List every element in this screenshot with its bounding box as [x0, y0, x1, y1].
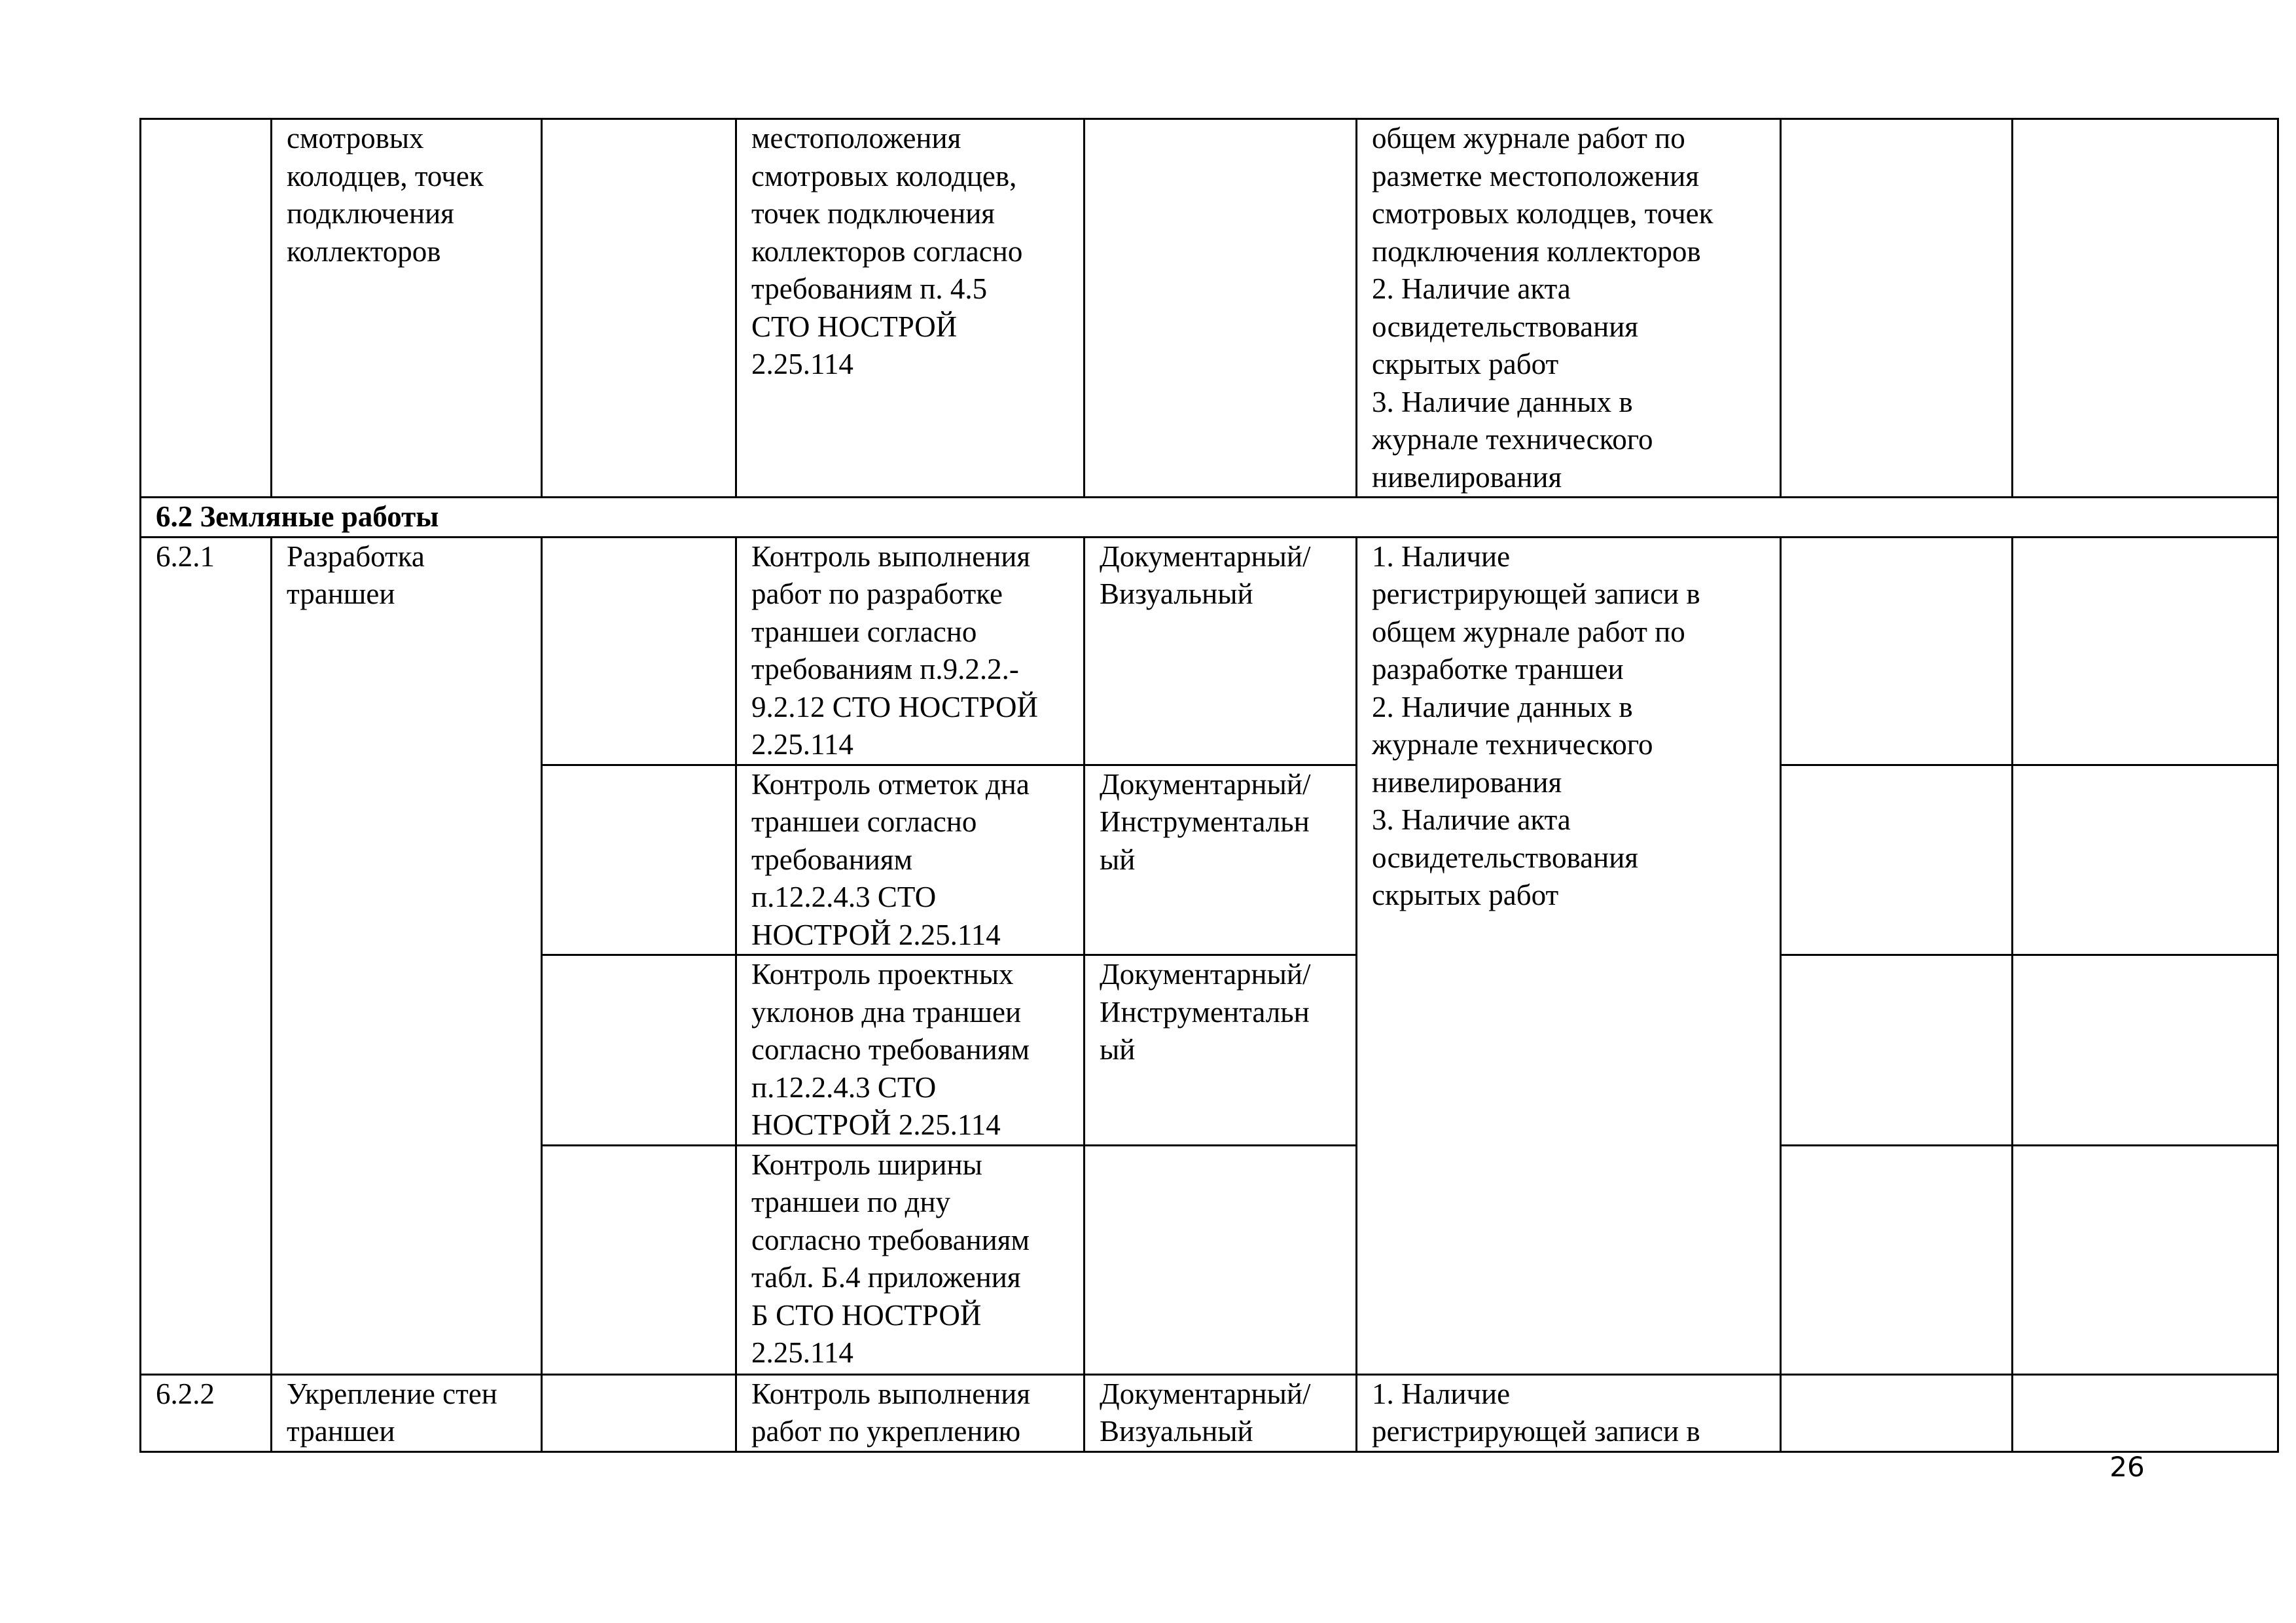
- cell-method: [1085, 1145, 1357, 1374]
- cell-blank: [1781, 119, 2013, 498]
- cell-control: Контроль ширины траншеи по дну согласно требованиям табл. Б.4 приложения Б СТО НОСТРОЙ 2.25.114: [736, 1145, 1085, 1374]
- page-number: 26: [2109, 1451, 2145, 1483]
- cell-method: [1085, 119, 1357, 498]
- cell-method: Документарный/ Инструментальн ый: [1085, 765, 1357, 955]
- section-row: [141, 498, 2278, 538]
- table-row: [141, 537, 2278, 765]
- cell-number: 6.2.1: [141, 537, 272, 1374]
- cell-blank: [2013, 955, 2278, 1146]
- cell-evidence: 1. Наличие регистрирующей записи в общем журнале работ по разработке траншеи 2. Наличие данных в журнале технического нивелирования 3. Наличие акта освидетельствования скрытых работ: [1357, 537, 1781, 1374]
- cell-blank: [542, 765, 736, 955]
- cell-evidence: общем журнале работ по разметке местоположения смотровых колодцев, точек подключения коллекторов 2. Наличие акта освидетельствования скрытых работ 3. Наличие данных в журнале технического нивелирования: [1357, 119, 1781, 498]
- section-title: 6.2 Земляные работы: [141, 498, 2278, 538]
- cell-blank: [1781, 1145, 2013, 1374]
- cell-number: 6.2.2: [141, 1374, 272, 1451]
- cell-control: Контроль проектных уклонов дна траншеи согласно требованиям п.12.2.4.3 СТО НОСТРОЙ 2.25.114: [736, 955, 1085, 1146]
- cell-blank: [2013, 537, 2278, 765]
- cell-blank: [1781, 1374, 2013, 1451]
- cell-blank: [2013, 1145, 2278, 1374]
- cell-blank: [542, 955, 736, 1146]
- cell-control: местоположения смотровых колодцев, точек подключения коллекторов согласно требованиям п. 4.5 СТО НОСТРОЙ 2.25.114: [736, 119, 1085, 498]
- cell-blank: [2013, 119, 2278, 498]
- cell-method: Документарный/ Визуальный: [1085, 1374, 1357, 1451]
- cell-blank: [542, 119, 736, 498]
- inspection-table: [139, 118, 2279, 1453]
- cell-blank: [1781, 955, 2013, 1146]
- cell-evidence: 1. Наличие регистрирующей записи в: [1357, 1374, 1781, 1451]
- cell-blank: [1781, 765, 2013, 955]
- cell-work-name: смотровых колодцев, точек подключения коллекторов: [272, 119, 542, 498]
- cell-method: Документарный/ Визуальный: [1085, 537, 1357, 765]
- cell-blank: [1781, 537, 2013, 765]
- cell-control: Контроль выполнения работ по укреплению: [736, 1374, 1085, 1451]
- table-row: [141, 1374, 2278, 1451]
- cell-number: [141, 119, 272, 498]
- table-row: [141, 119, 2278, 498]
- cell-blank: [542, 1145, 736, 1374]
- cell-blank: [542, 537, 736, 765]
- cell-control: Контроль выполнения работ по разработке траншеи согласно требованиям п.9.2.2.- 9.2.12 СТО НОСТРОЙ 2.25.114: [736, 537, 1085, 765]
- cell-blank: [2013, 765, 2278, 955]
- cell-blank: [2013, 1374, 2278, 1451]
- cell-work-name: Разработка траншеи: [272, 537, 542, 1374]
- cell-blank: [542, 1374, 736, 1451]
- cell-control: Контроль отметок дна траншеи согласно требованиям п.12.2.4.3 СТО НОСТРОЙ 2.25.114: [736, 765, 1085, 955]
- cell-work-name: Укрепление стен траншеи: [272, 1374, 542, 1451]
- cell-method: Документарный/ Инструментальн ый: [1085, 955, 1357, 1146]
